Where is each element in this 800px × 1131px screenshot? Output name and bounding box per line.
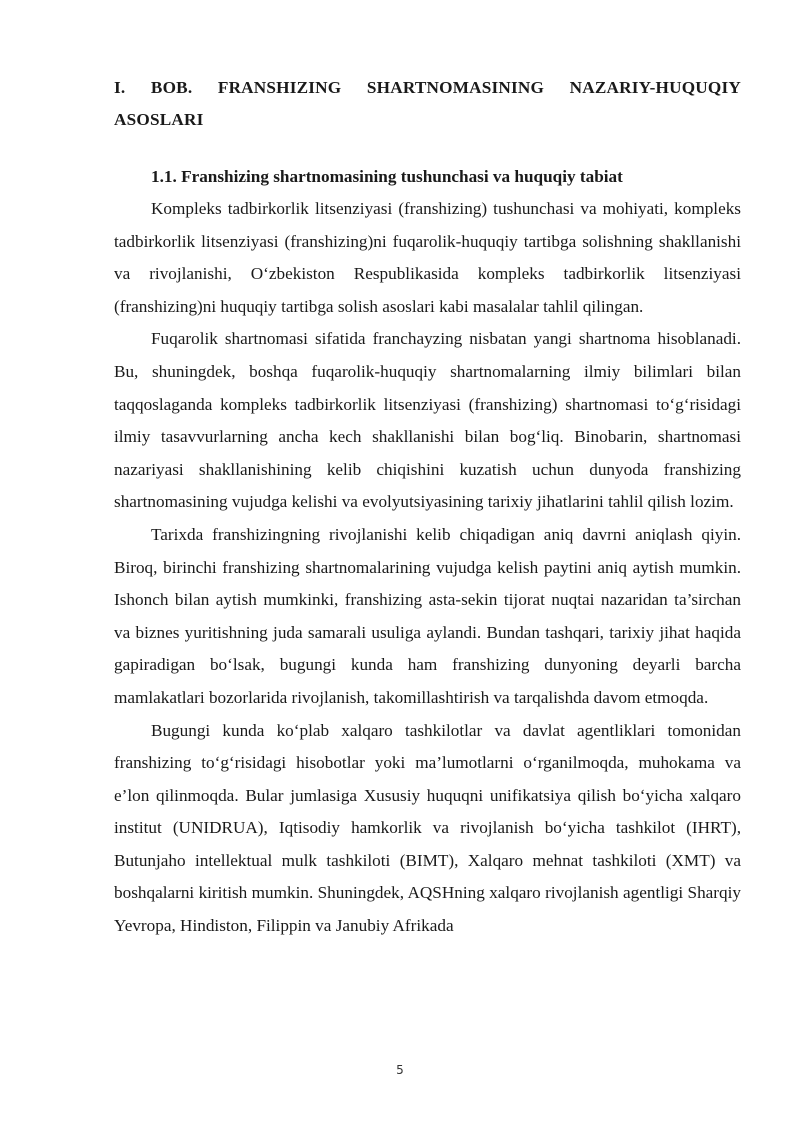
paragraph-1: Kompleks tadbirkorlik litsenziyasi (franshizing) tushunchasi va mohiyati, kompleks tadbirkorlik litsenziyasi (franshizing)ni fuqarolik-huquqiy tartibga solishning shakllanishi va rivojlanishi, O‘zbekiston Respublikasida kompleks tadbirkorlik litsenziyasi (franshizing)ni huquqiy tartibga solish asoslari kabi masalalar tahlil qilingan.	[114, 199, 741, 316]
paragraph-4: Bugungi kunda ko‘plab xalqaro tashkilotlar va davlat agentliklari tomonidan franshizing to‘g‘risidagi hisobotlar yoki ma’lumotlarni o‘rganilmoqda, muhokama va e’lon qilinmoqda. Bular jumlasiga Xususiy huquqni unifikatsiya qilish bo‘yicha xalqaro institut (UNIDRUA), Iqtisodiy hamkorlik va rivojlanish bo‘yicha tashkilot (IHRT), Butunjaho intellektual mulk tashkiloti (BIMT), Xalqaro mehnat tashkiloti (XMT) va boshqalarni kiritish mumkin. Shuningdek, AQSHning xalqaro rivojlanish agentligi Sharqiy Yevropa, Hindiston, Filippin va Janubiy Afrikada	[114, 720, 741, 936]
page-number: 5	[396, 1063, 404, 1077]
paragraph-2: Fuqarolik shartnomasi sifatida franchayzing nisbatan yangi shartnoma hisoblanadi. Bu, shuningdek, boshqa fuqarolik-huquqiy shartnomalarning ilmiy bilimlari bilan taqqoslaganda kompleks tadbirkorlik litsenziyasi (franshizing) shartnomasi to‘g‘risidagi ilmiy tasavvurlarning ancha kech shakllanishi bilan bog‘liq. Binobarin, shartnomasi nazariyasi shakllanishining kelib chiqishini kuzatish uchun dunyoda franshizing shartnomasining vujudga kelishi va evolyutsiyasining tarixiy jihatlarini tahlil qilish lozim.	[114, 329, 741, 512]
section-title: 1.1. Franshizing shartnomasining tushunchasi va huquqiy tabiat	[151, 167, 623, 186]
document-page	[114, 72, 741, 943]
paragraph-3: Tarixda franshizingning rivojlanishi kelib chiqadigan aniq davrni aniqlash qiyin. Biroq, birinchi franshizing shartnomalarining vujudga kelish paytini aniq aytish mumkin. Ishonch bilan aytish mumkinki, franshizing asta-sekin tijorat nuqtai nazaridan ta’sirchan va biznes yuritishning juda samarali usuliga aylandi. Bundan tashqari, tarixiy jihat haqida gapiradigan bo‘lsak, bugungi kunda ham franshizing dunyoning deyarli barcha mamlakatlari bozorlarida rivojlanish, takomillashtirish va tarqalishda davom etmoqda.	[114, 524, 741, 707]
chapter-title: I. BOB. FRANSHIZING SHARTNOMASINING NAZARIY-HUQUQIY ASOSLARI	[114, 78, 741, 129]
